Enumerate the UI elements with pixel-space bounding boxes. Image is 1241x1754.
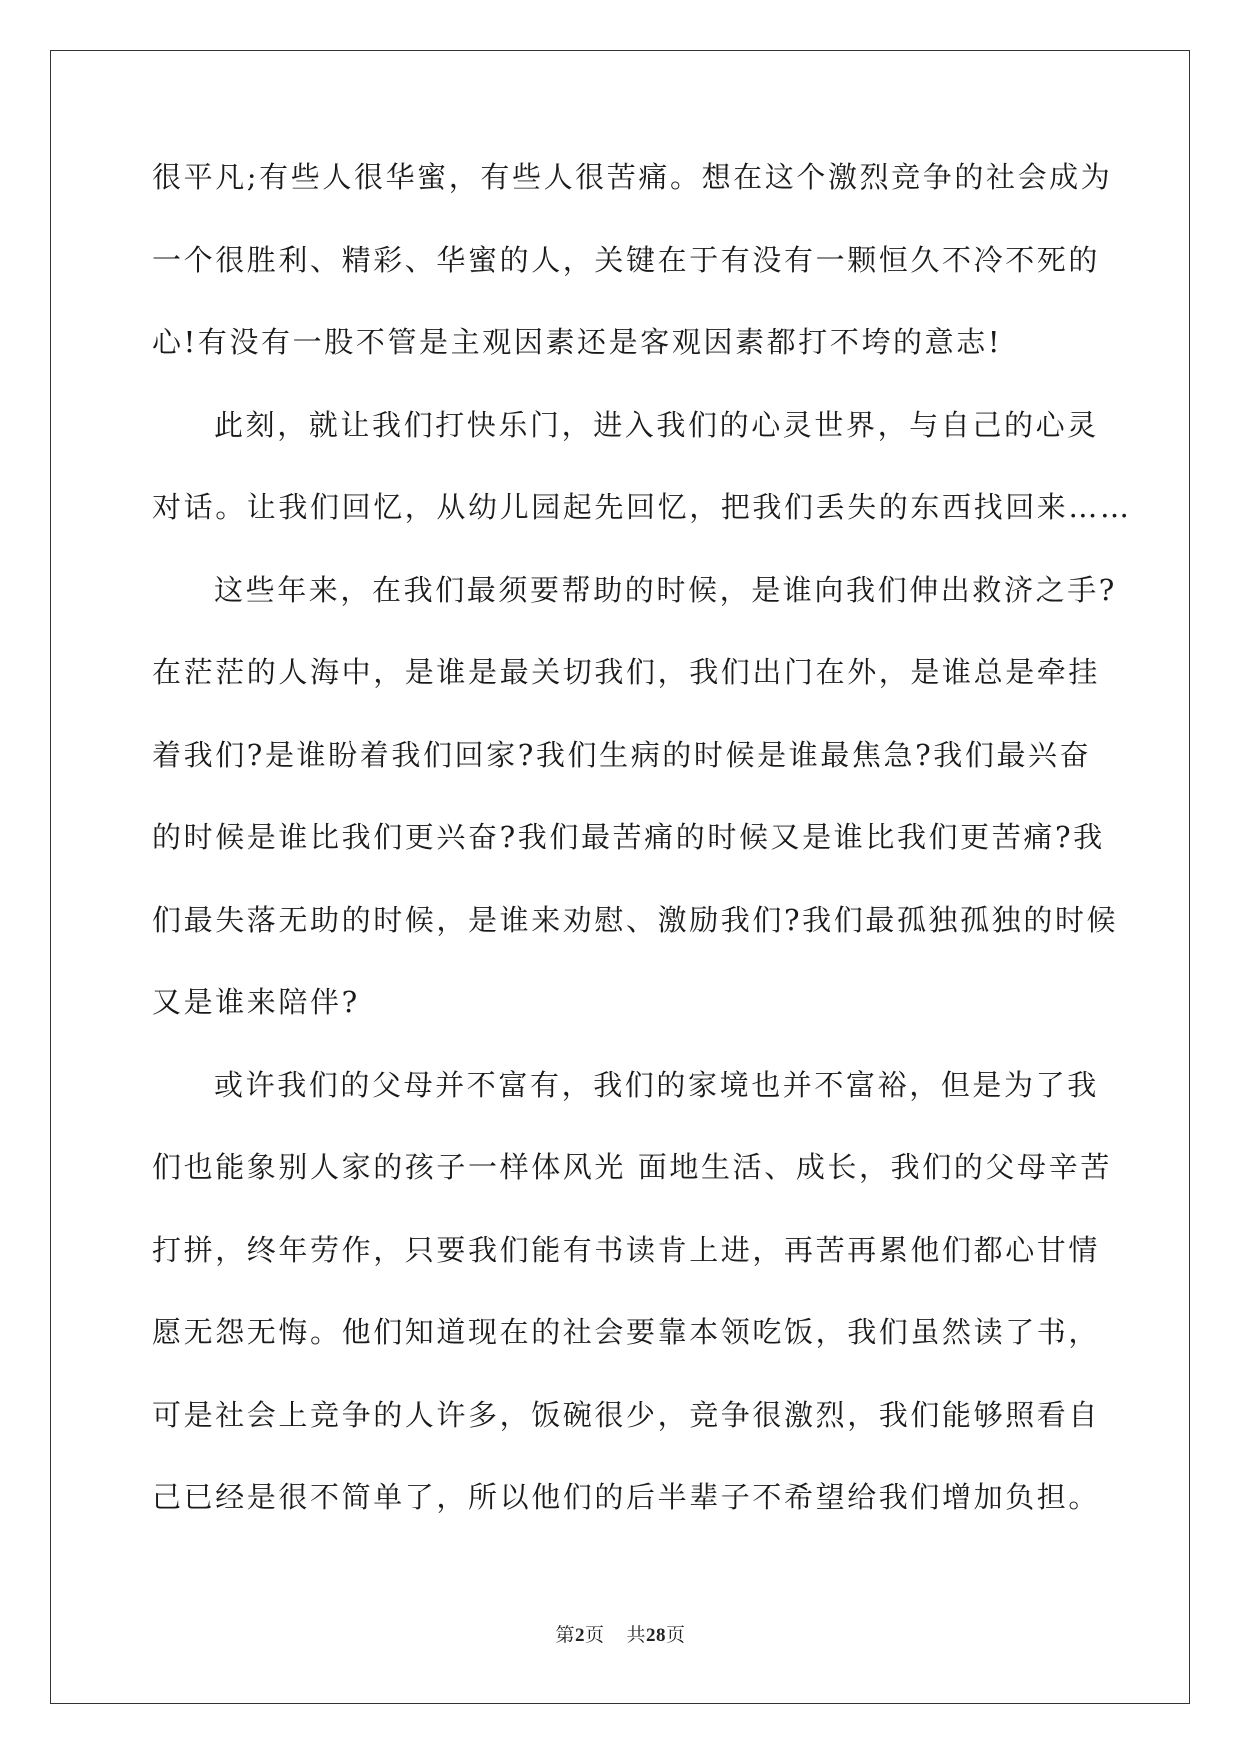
text-line: 愿无怨无悔。他们知道现在的社会要靠本领吃饭，我们虽然读了书，	[152, 1315, 1101, 1349]
page-suffix: 页	[584, 1625, 605, 1646]
text-line: 很平凡;有些人很华蜜，有些人很苦痛。想在这个激烈竞争的社会成为	[152, 160, 1113, 194]
page-number: 2	[574, 1625, 585, 1646]
text-line: 可是社会上竞争的人许多，饭碗很少，竞争很激烈，我们能够照看自	[152, 1397, 1101, 1432]
page-prefix: 第	[555, 1625, 575, 1646]
document-body	[152, 160, 1132, 1563]
text-line: 在茫茫的人海中，是谁是最关切我们，我们出门在外，是谁总是牵挂	[152, 655, 1101, 689]
text-line: 己已经是很不简单了，所以他们的后半辈子不希望给我们增加负担。	[152, 1480, 1101, 1514]
text-line: 一个很胜利、精彩、华蜜的人，关键在于有没有一颗恒久不冷不死的	[152, 242, 1101, 277]
text-line: 又是谁来陪伴?	[152, 985, 360, 1019]
text-line: 们也能象别人家的孩子一样体风光 面地生活、成长，我们的父母辛苦	[152, 1150, 1112, 1184]
text-line: 对话。让我们回忆，从幼儿园起先回忆，把我们丢失的东西找回来……	[152, 490, 1132, 524]
total-prefix: 共	[626, 1625, 647, 1646]
page-footer	[0, 1620, 1241, 1647]
text-line: 打拼，终年劳作，只要我们能有书读肯上进，再苦再累他们都心甘情	[152, 1232, 1101, 1267]
paragraph-start-line: 此刻，就让我们打快乐门，进入我们的心灵世界，与自己的心灵	[214, 407, 1099, 442]
text-line: 们最失落无助的时候，是谁来劝慰、激励我们?我们最孤独孤独的时候	[152, 902, 1119, 937]
text-line: 的时候是谁比我们更兴奋?我们最苦痛的时候又是谁比我们更苦痛?我	[152, 820, 1105, 854]
paragraph-start-line: 这些年来，在我们最须要帮助的时候，是谁向我们伸出救济之手?	[214, 572, 1117, 607]
text-line: 着我们?是谁盼着我们回家?我们生病的时候是谁最焦急?我们最兴奋	[152, 737, 1092, 772]
total-suffix: 页	[666, 1625, 686, 1646]
total-pages: 28	[646, 1625, 667, 1646]
paragraph-start-line: 或许我们的父母并不富有，我们的家境也并不富裕，但是为了我	[214, 1067, 1099, 1102]
text-line: 心!有没有一股不管是主观因素还是客观因素都打不垮的意志!	[152, 325, 1003, 359]
